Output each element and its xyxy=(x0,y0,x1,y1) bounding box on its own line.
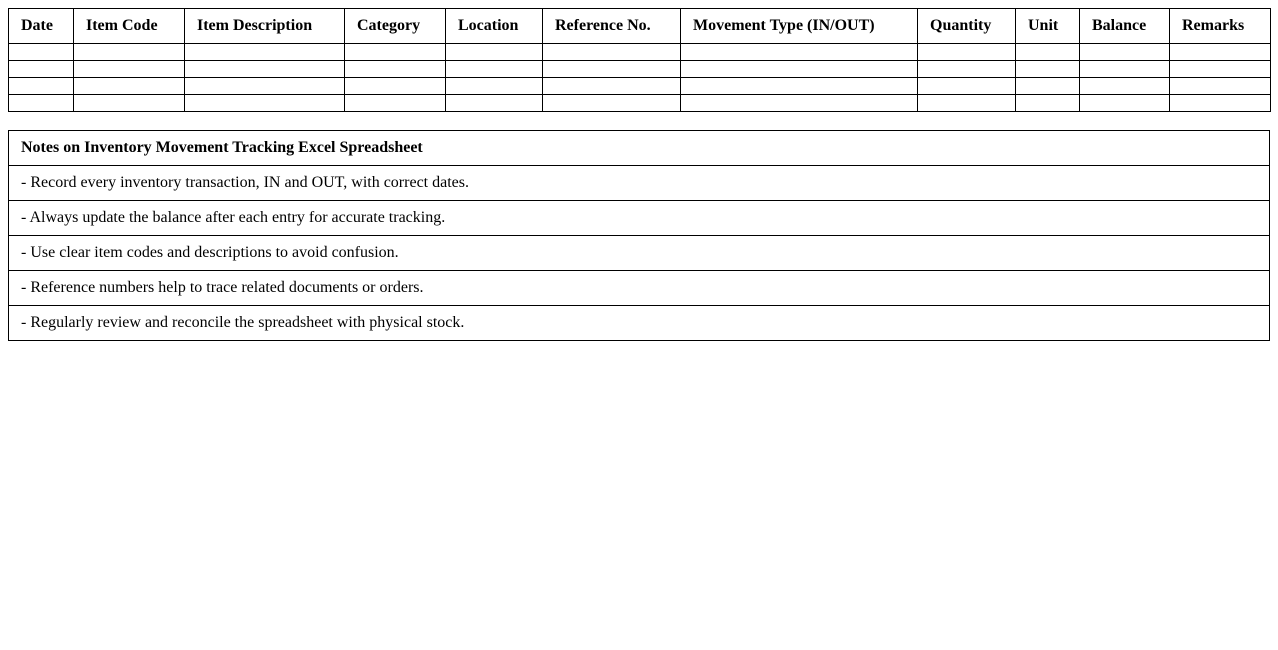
table-cell[interactable] xyxy=(1080,78,1170,95)
inventory-movement-table xyxy=(8,8,1271,112)
note-item: - Record every inventory transaction, IN and OUT, with correct dates. xyxy=(9,166,1270,201)
table-cell[interactable] xyxy=(1080,95,1170,112)
table-cell[interactable] xyxy=(681,78,918,95)
header-remarks: Remarks xyxy=(1170,9,1271,44)
table-cell[interactable] xyxy=(1016,78,1080,95)
table-cell[interactable] xyxy=(446,95,543,112)
table-cell[interactable] xyxy=(1170,78,1271,95)
note-item: - Use clear item codes and descriptions to avoid confusion. xyxy=(9,236,1270,271)
notes-table xyxy=(8,130,1270,341)
table-cell[interactable] xyxy=(185,61,345,78)
table-row xyxy=(9,61,1271,78)
table-cell[interactable] xyxy=(74,61,185,78)
table-cell[interactable] xyxy=(74,44,185,61)
table-cell[interactable] xyxy=(345,95,446,112)
table-cell[interactable] xyxy=(918,44,1016,61)
table-cell[interactable] xyxy=(446,78,543,95)
header-quantity: Quantity xyxy=(918,9,1016,44)
table-cell[interactable] xyxy=(185,95,345,112)
table-cell[interactable] xyxy=(918,95,1016,112)
table-cell[interactable] xyxy=(1016,95,1080,112)
table-cell[interactable] xyxy=(9,95,74,112)
table-cell[interactable] xyxy=(1170,95,1271,112)
table-cell[interactable] xyxy=(345,44,446,61)
header-location: Location xyxy=(446,9,543,44)
notes-title: Notes on Inventory Movement Tracking Excel Spreadsheet xyxy=(9,131,1270,166)
header-unit: Unit xyxy=(1016,9,1080,44)
table-cell[interactable] xyxy=(918,78,1016,95)
table-header-row xyxy=(9,9,1271,44)
table-cell[interactable] xyxy=(1080,44,1170,61)
note-row xyxy=(9,271,1270,306)
table-cell[interactable] xyxy=(543,61,681,78)
note-row xyxy=(9,306,1270,341)
table-cell[interactable] xyxy=(9,78,74,95)
table-cell[interactable] xyxy=(9,61,74,78)
table-cell[interactable] xyxy=(1170,61,1271,78)
table-cell[interactable] xyxy=(9,44,74,61)
note-row xyxy=(9,166,1270,201)
table-row xyxy=(9,78,1271,95)
table-cell[interactable] xyxy=(446,44,543,61)
header-movement-type: Movement Type (IN/OUT) xyxy=(681,9,918,44)
table-cell[interactable] xyxy=(74,95,185,112)
header-balance: Balance xyxy=(1080,9,1170,44)
table-cell[interactable] xyxy=(918,61,1016,78)
note-item: - Reference numbers help to trace related documents or orders. xyxy=(9,271,1270,306)
header-category: Category xyxy=(345,9,446,44)
table-cell[interactable] xyxy=(1016,44,1080,61)
notes-title-row xyxy=(9,131,1270,166)
header-item-code: Item Code xyxy=(74,9,185,44)
note-item: - Regularly review and reconcile the spreadsheet with physical stock. xyxy=(9,306,1270,341)
table-cell[interactable] xyxy=(345,61,446,78)
header-item-description: Item Description xyxy=(185,9,345,44)
table-cell[interactable] xyxy=(543,44,681,61)
table-cell[interactable] xyxy=(543,78,681,95)
note-row xyxy=(9,236,1270,271)
table-cell[interactable] xyxy=(74,78,185,95)
table-cell[interactable] xyxy=(1170,44,1271,61)
table-cell[interactable] xyxy=(1080,61,1170,78)
table-cell[interactable] xyxy=(446,61,543,78)
header-date: Date xyxy=(9,9,74,44)
table-cell[interactable] xyxy=(543,95,681,112)
table-row xyxy=(9,95,1271,112)
note-item: - Always update the balance after each entry for accurate tracking. xyxy=(9,201,1270,236)
note-row xyxy=(9,201,1270,236)
table-cell[interactable] xyxy=(345,78,446,95)
table-cell[interactable] xyxy=(681,44,918,61)
table-cell[interactable] xyxy=(681,61,918,78)
header-reference-no: Reference No. xyxy=(543,9,681,44)
table-cell[interactable] xyxy=(185,78,345,95)
table-row xyxy=(9,44,1271,61)
table-cell[interactable] xyxy=(1016,61,1080,78)
table-cell[interactable] xyxy=(185,44,345,61)
table-cell[interactable] xyxy=(681,95,918,112)
